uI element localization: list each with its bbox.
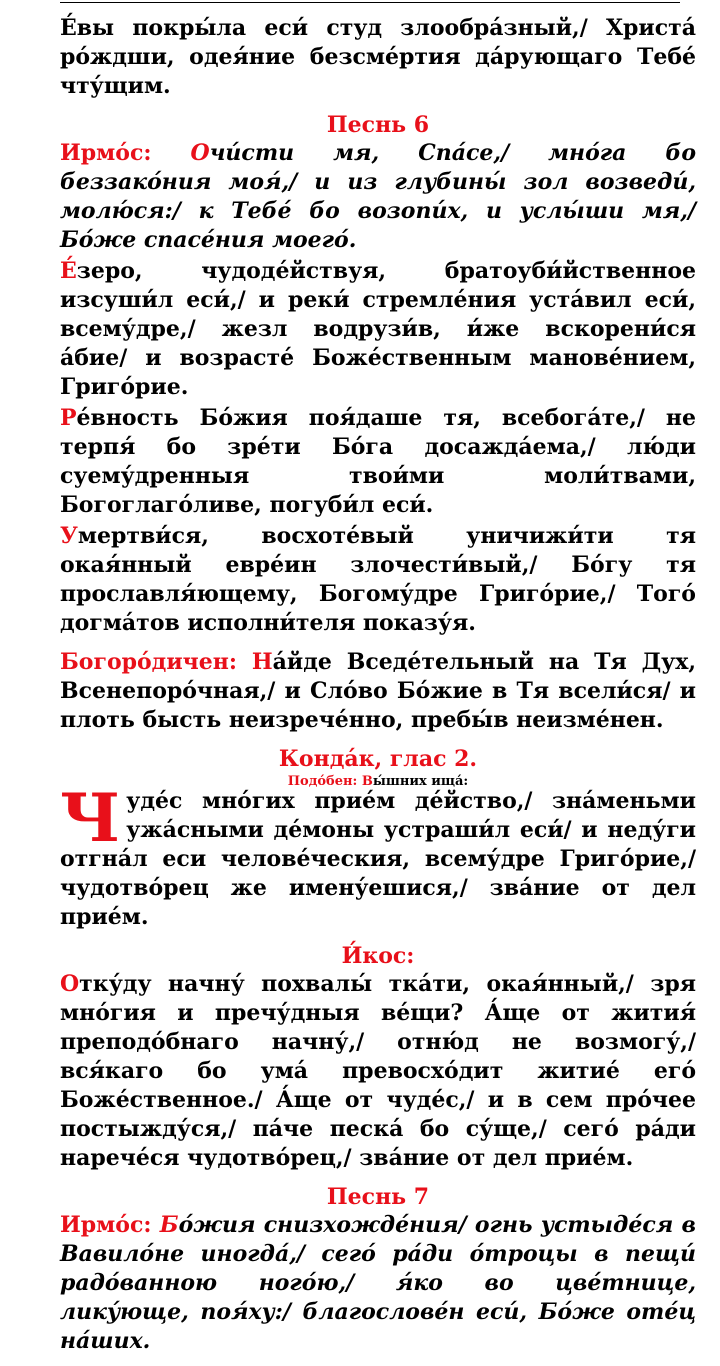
- irmos-label: Ирмо́с:: [60, 1212, 152, 1238]
- irmos-text: о́жия снизхожде́ния/ огнь устыде́ся в Вавило́не иногда́,/ сего́ ра́ди о́троцы в пещи́ радо́ванною ного́ю,/ я́ко во цве́тнице, лику́юще, поя́ху:/ благослове́н еси́, Бо́же оте́ц на́ших.: [60, 1212, 696, 1354]
- ode6-irmos: [60, 139, 696, 255]
- kontak-body: уде́с мно́гих прие́м де́йство,/ зна́меньми ужа́сными де́моны устраши́л еси́/ и неду́ги отгна́л еси челове́ческия, всему́дре Григо́рие,/ чудотво́рец же имену́ешися,/ зва́ние от дел прие́м.: [60, 788, 696, 930]
- ikos-initial: О: [60, 971, 80, 997]
- theotokion-initial: Н: [251, 649, 273, 675]
- ode7-irmos: [60, 1211, 696, 1356]
- theotokion-text: а́йде Вседе́тельный на Тя Дух, Всенепоро́чная,/ и Сло́во Бо́жие в Тя всели́ся/ и плоть бысть неизрече́нно, пребы́в неизме́нен.: [60, 649, 696, 733]
- ode7-title: Песнь 7: [326, 1184, 430, 1210]
- podoben-label: Подо́бен:: [287, 774, 358, 789]
- troparion-text: е́вность Бо́жия поя́даше тя, всебога́те,/ не терпя́ бо зре́ти Бо́га досажда́ема,/ лю́ди суему́дренныя твои́ми моли́твами, Богоглаго́ливе, погуби́л еси́.: [60, 405, 696, 518]
- opening-text: Е́вы покры́ла еси́ студ злообра́зный,/ Христа́ ро́ждши, одея́ние безсме́ртия да́рующаго Тебе́ чту́щим.: [60, 15, 696, 99]
- troparion-text: зеро, чудоде́йствуя, братоуби́йственное изсуши́л еси́,/ и реки́ стремле́ния уста́вил еси́, всему́дре,/ жезл водрузи́в, и́же вскорени́ся а́бие/ и возрасте́ Боже́ственным манове́нием, Григо́рие.: [60, 258, 696, 400]
- theotokion-label: Богоро́дичен:: [60, 649, 237, 675]
- ode6-theotokion: [60, 648, 696, 735]
- ikos-body: тку́ду начну́ похвалы́ тка́ти, окая́нный,/ зря мно́гия и пречу́дныя ве́щи? А́ще от жития́ преподо́бнаго начну́,/ отню́д не возмогу́,/ вся́каго бо ума́ превосхо́дит житие́ его́ Боже́ственное./ А́ще от чуде́с,/ и в сем про́чее постыжду́ся,/ па́че песка́ бо су́ще,/ сего́ ра́ди нарече́ся чудотво́рец,/ зва́ние от дел прие́м.: [60, 971, 696, 1171]
- text-column: [60, 14, 696, 1366]
- podoben-initial: В: [361, 774, 373, 789]
- podoben-text: ы́шних ища́:: [372, 774, 469, 789]
- kontak-title: Конда́к, глас 2.: [278, 746, 478, 772]
- ode6-troparion-2: [60, 404, 696, 520]
- ikos-title: И́кос:: [341, 943, 415, 969]
- ikos-text: [60, 970, 696, 1173]
- opening-paragraph: [60, 14, 696, 101]
- irmos-label: Ирмо́с:: [60, 140, 152, 166]
- irmos-text: чи́сти мя, Спа́се,/ мно́га бо беззако́ния моя́,/ и из глубины́ зол возведи́, молю́ся:/ к Тебе́ бо возопи́х, и услы́ши мя,/ Бо́же спасе́ния моего́.: [60, 140, 696, 253]
- irmos-initial: Б: [159, 1212, 179, 1238]
- troparion-text: мертви́ся, восхоте́вый уничижи́ти тя окая́нный евре́ин злочести́вый,/ Бо́гу тя прославля́ющему, Богому́дре Григо́рие,/ Того́ догма́тов исполни́теля показу́я.: [60, 523, 696, 636]
- top-rule: [60, 2, 680, 3]
- ode6-troparion-1: [60, 257, 696, 402]
- irmos-initial: О: [190, 140, 210, 166]
- ode6-troparion-3: [60, 522, 696, 638]
- kontak-dropcap: Ч: [60, 779, 121, 857]
- troparion-initial: У: [60, 523, 78, 549]
- ode6-title: Песнь 6: [326, 112, 430, 138]
- troparion-initial: Р: [60, 405, 77, 431]
- troparion-initial: Е́: [60, 258, 77, 284]
